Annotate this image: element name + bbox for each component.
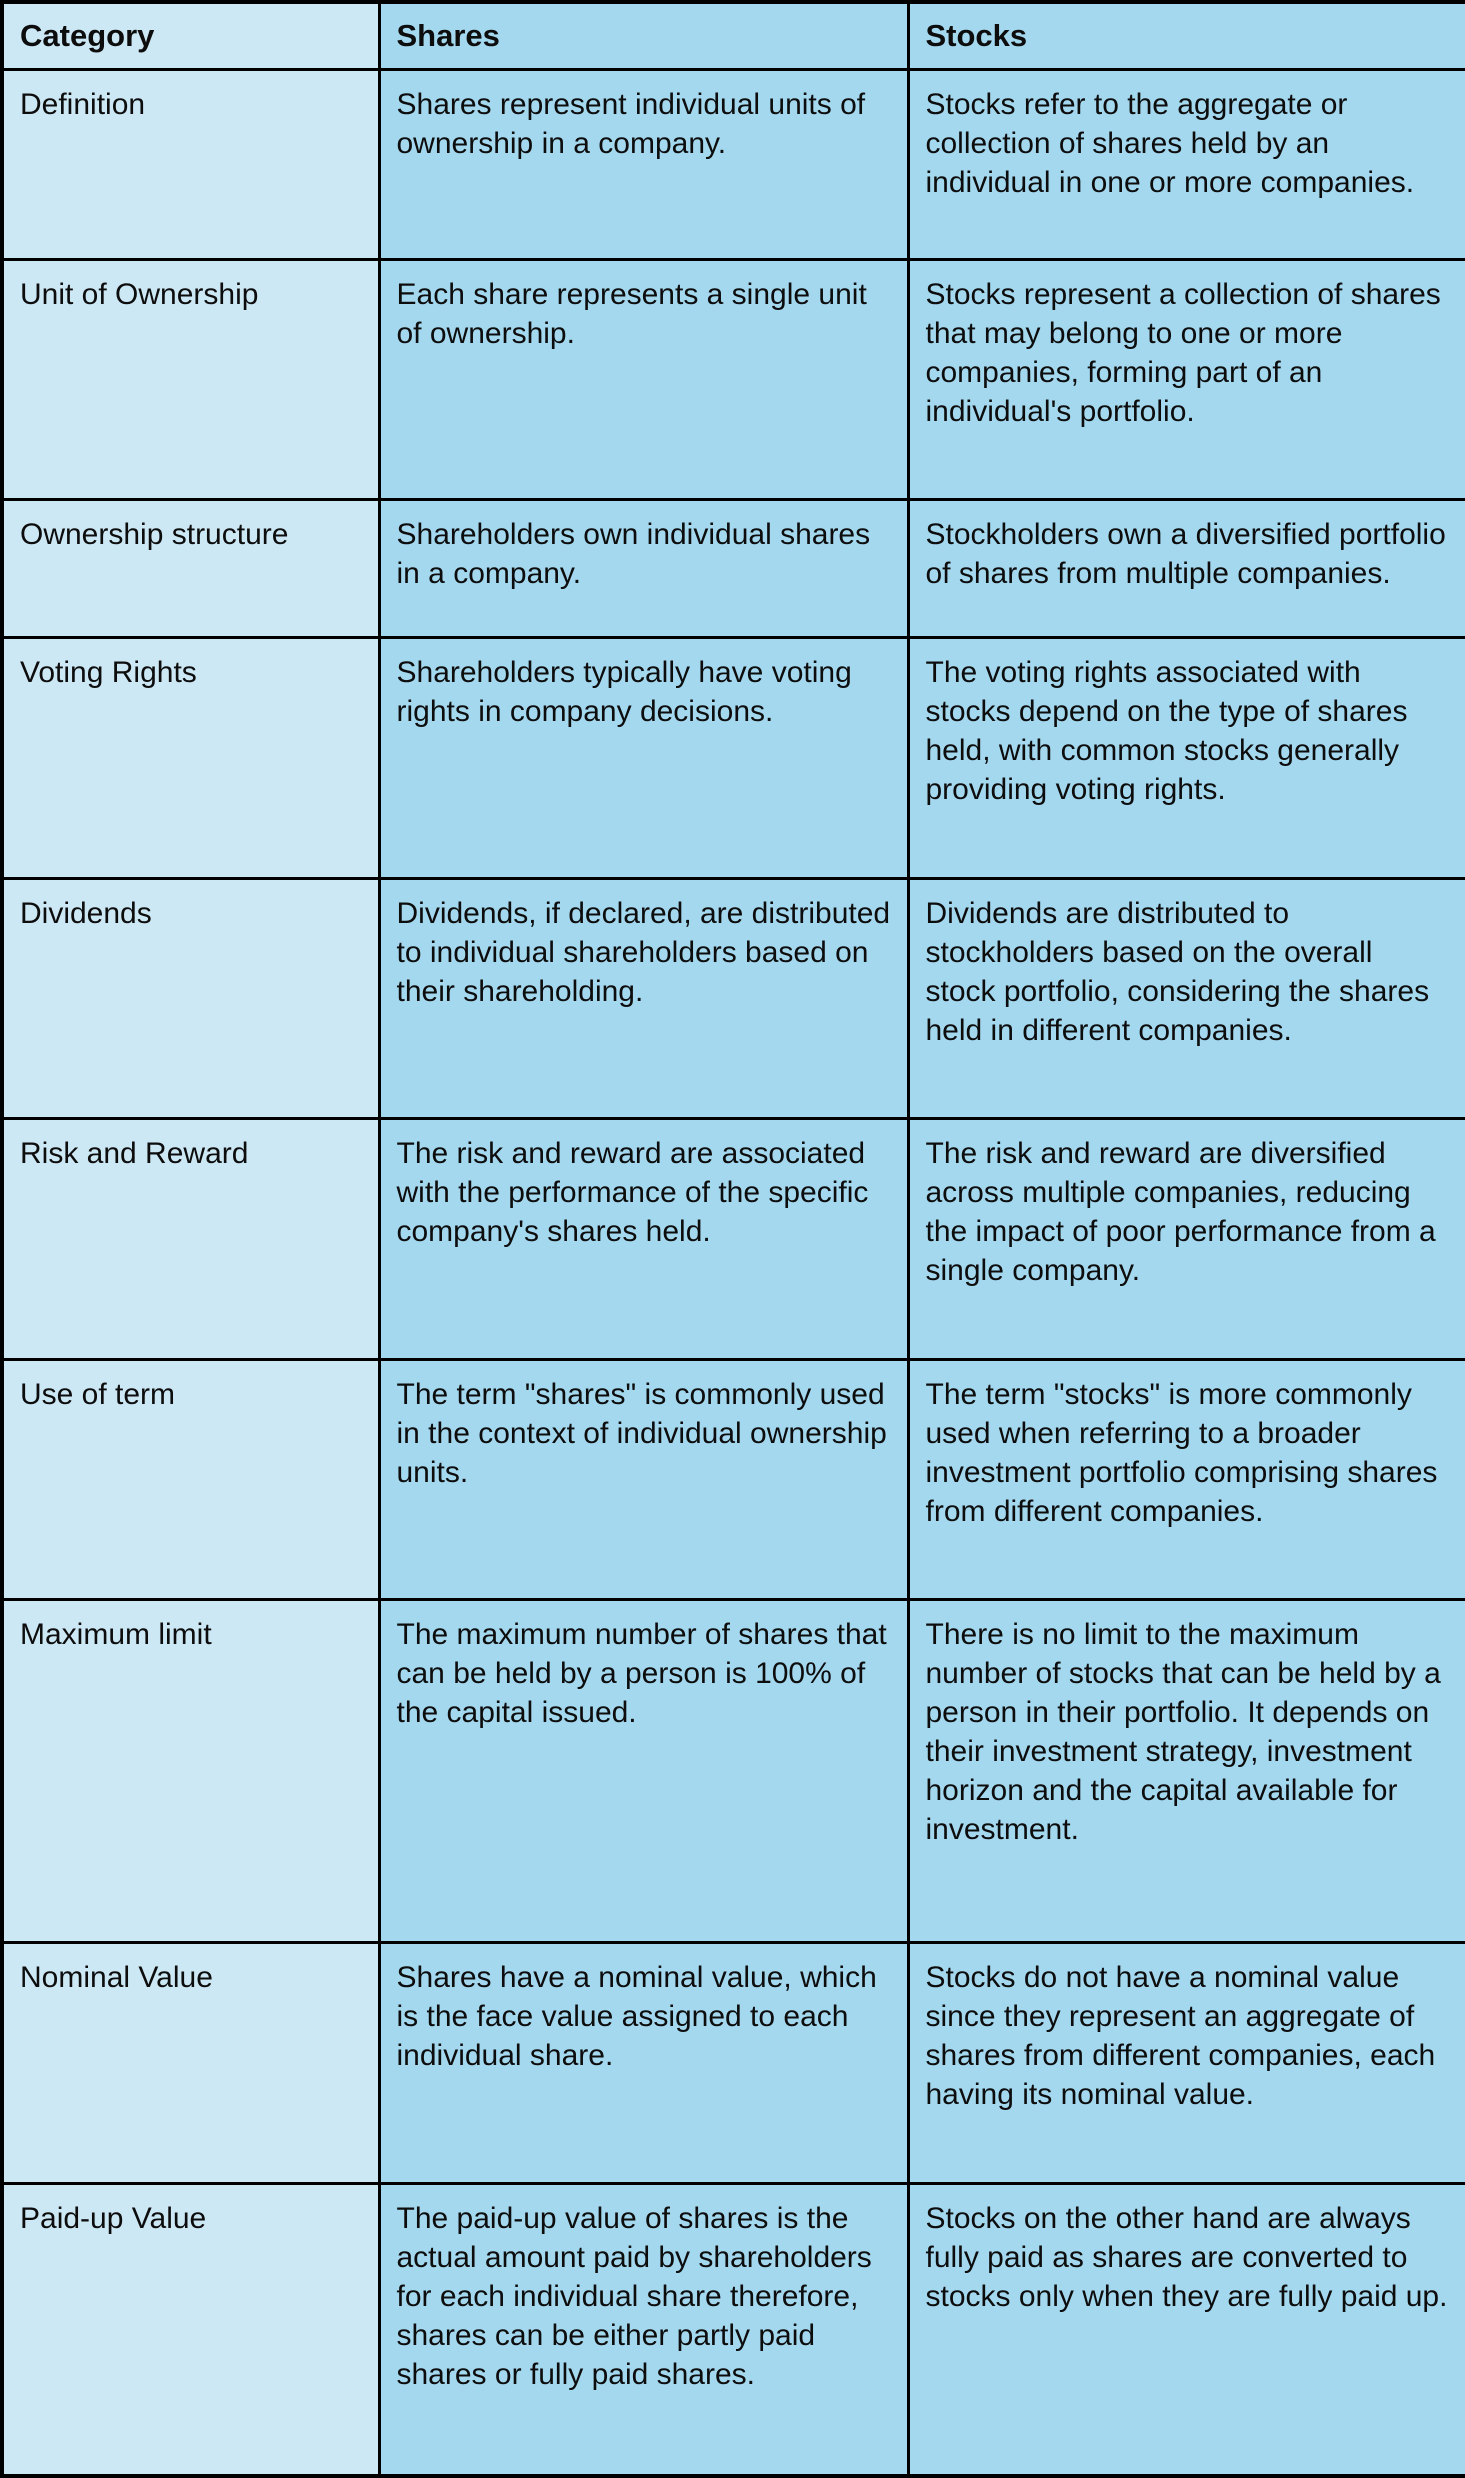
table-row xyxy=(2,1359,1465,1600)
cell-shares: Dividends, if declared, are distributed to individual shareholders based on their shareholding. xyxy=(379,878,908,1119)
table-row xyxy=(2,2183,1465,2476)
cell-category: Dividends xyxy=(2,878,379,1119)
table-row xyxy=(2,1943,1465,2184)
cell-shares: Shares represent individual units of ownership in a company. xyxy=(379,70,908,259)
cell-shares: The term "shares" is commonly used in the context of individual ownership units. xyxy=(379,1359,908,1600)
table-header xyxy=(2,2,1465,70)
table-row xyxy=(2,1600,1465,1943)
cell-shares: Each share represents a single unit of ownership. xyxy=(379,259,908,500)
cell-shares: Shareholders typically have voting rights in company decisions. xyxy=(379,638,908,879)
cell-category: Unit of Ownership xyxy=(2,259,379,500)
header-row xyxy=(2,2,1465,70)
cell-category: Use of term xyxy=(2,1359,379,1600)
cell-shares: The risk and reward are associated with the performance of the specific company's shares held. xyxy=(379,1119,908,1360)
cell-shares: The paid-up value of shares is the actual amount paid by shareholders for each individual share therefore, shares can be either partly paid shares or fully paid shares. xyxy=(379,2183,908,2476)
cell-stocks: The risk and reward are diversified across multiple companies, reducing the impact of poor performance from a single company. xyxy=(908,1119,1465,1360)
cell-stocks: Stocks on the other hand are always fully paid as shares are converted to stocks only when they are fully paid up. xyxy=(908,2183,1465,2476)
cell-shares: The maximum number of shares that can be held by a person is 100% of the capital issued. xyxy=(379,1600,908,1943)
header-cell-shares: Shares xyxy=(379,2,908,70)
cell-shares: Shares have a nominal value, which is the face value assigned to each individual share. xyxy=(379,1943,908,2184)
table-body xyxy=(2,70,1465,2476)
table-row xyxy=(2,259,1465,500)
cell-stocks: The term "stocks" is more commonly used when referring to a broader investment portfolio comprising shares from different companies. xyxy=(908,1359,1465,1600)
table-row xyxy=(2,1119,1465,1360)
cell-stocks: The voting rights associated with stocks depend on the type of shares held, with common stocks generally providing voting rights. xyxy=(908,638,1465,879)
cell-stocks: There is no limit to the maximum number of stocks that can be held by a person in their portfolio. It depends on their investment strategy, investment horizon and the capital available for investment. xyxy=(908,1600,1465,1943)
cell-category: Paid-up Value xyxy=(2,2183,379,2476)
cell-category: Voting Rights xyxy=(2,638,379,879)
cell-category: Definition xyxy=(2,70,379,259)
cell-category: Nominal Value xyxy=(2,1943,379,2184)
cell-category: Risk and Reward xyxy=(2,1119,379,1360)
cell-stocks: Stocks refer to the aggregate or collection of shares held by an individual in one or more companies. xyxy=(908,70,1465,259)
table-row xyxy=(2,500,1465,638)
table-row xyxy=(2,878,1465,1119)
table-row xyxy=(2,638,1465,879)
cell-shares: Shareholders own individual shares in a company. xyxy=(379,500,908,638)
cell-stocks: Stocks do not have a nominal value since they represent an aggregate of shares from different companies, each having its nominal value. xyxy=(908,1943,1465,2184)
header-cell-stocks: Stocks xyxy=(908,2,1465,70)
header-cell-category: Category xyxy=(2,2,379,70)
cell-stocks: Stocks represent a collection of shares that may belong to one or more companies, forming part of an individual's portfolio. xyxy=(908,259,1465,500)
cell-category: Ownership structure xyxy=(2,500,379,638)
cell-stocks: Stockholders own a diversified portfolio of shares from multiple companies. xyxy=(908,500,1465,638)
cell-stocks: Dividends are distributed to stockholders based on the overall stock portfolio, considering the shares held in different companies. xyxy=(908,878,1465,1119)
table-row xyxy=(2,70,1465,259)
cell-category: Maximum limit xyxy=(2,1600,379,1943)
